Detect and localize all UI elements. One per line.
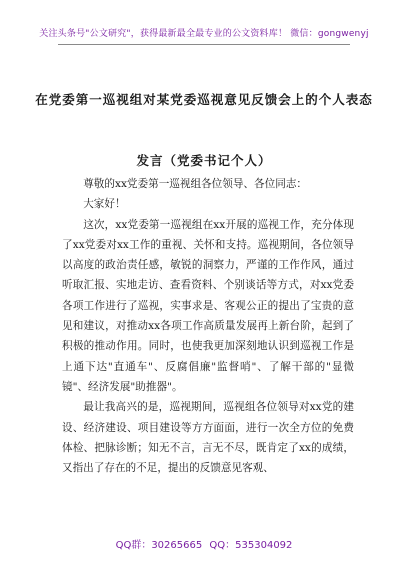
- footer-contact: QQ群：30265665 QQ：535304092: [115, 540, 293, 551]
- body-paragraph: 最让我高兴的是，巡视期间，巡视组各位领导对xx党的建设、经济建设、项目建设等方方面面，进行一次全方位的免费体检、把脉诊断；知无不言，言无不尽，既肯定了xx的成绩，又指出了存在的不足，提出的反馈意见客观、: [62, 401, 354, 475]
- salutation: 尊敬的xx党委第一巡视组各位领导、各位同志：: [83, 178, 308, 190]
- header-divider: [58, 44, 350, 45]
- body-paragraph: 这次，xx党委第一巡视组在xx开展的巡视工作，充分体现了xx党委对xx工作的重视、关怀和支持。巡视期间，各位领导以高度的政治责任感，敏锐的洞察力，严谨的工作作风，通过听取汇报、实地走访、查看资料、个别谈话等方式，对xx党委各项工作进行了巡视，实事求是、客观公正的提出了宝贵的意见和建议，对推动xx各项工作高质量发展再上新台阶，起到了积极的推动作用。同时，也使我更加深刻地认识到巡视工作是上通下达"直通车"、反腐倡廉"监督哨"、了解干部的"显微镜"、经济发展"助推器"。: [62, 218, 354, 393]
- header-promo-text: 关注头条号"公文研究"，获得最新最全最专业的公文资料库！ 微信：gongwenyj: [39, 29, 369, 39]
- document-body: [62, 174, 354, 478]
- greeting: 大家好！: [83, 198, 126, 211]
- document-subtitle: 发言（党委书记个人）: [136, 153, 272, 168]
- document-title: 在党委第一巡视组对某党委巡视意见反馈会上的个人表态: [35, 92, 373, 107]
